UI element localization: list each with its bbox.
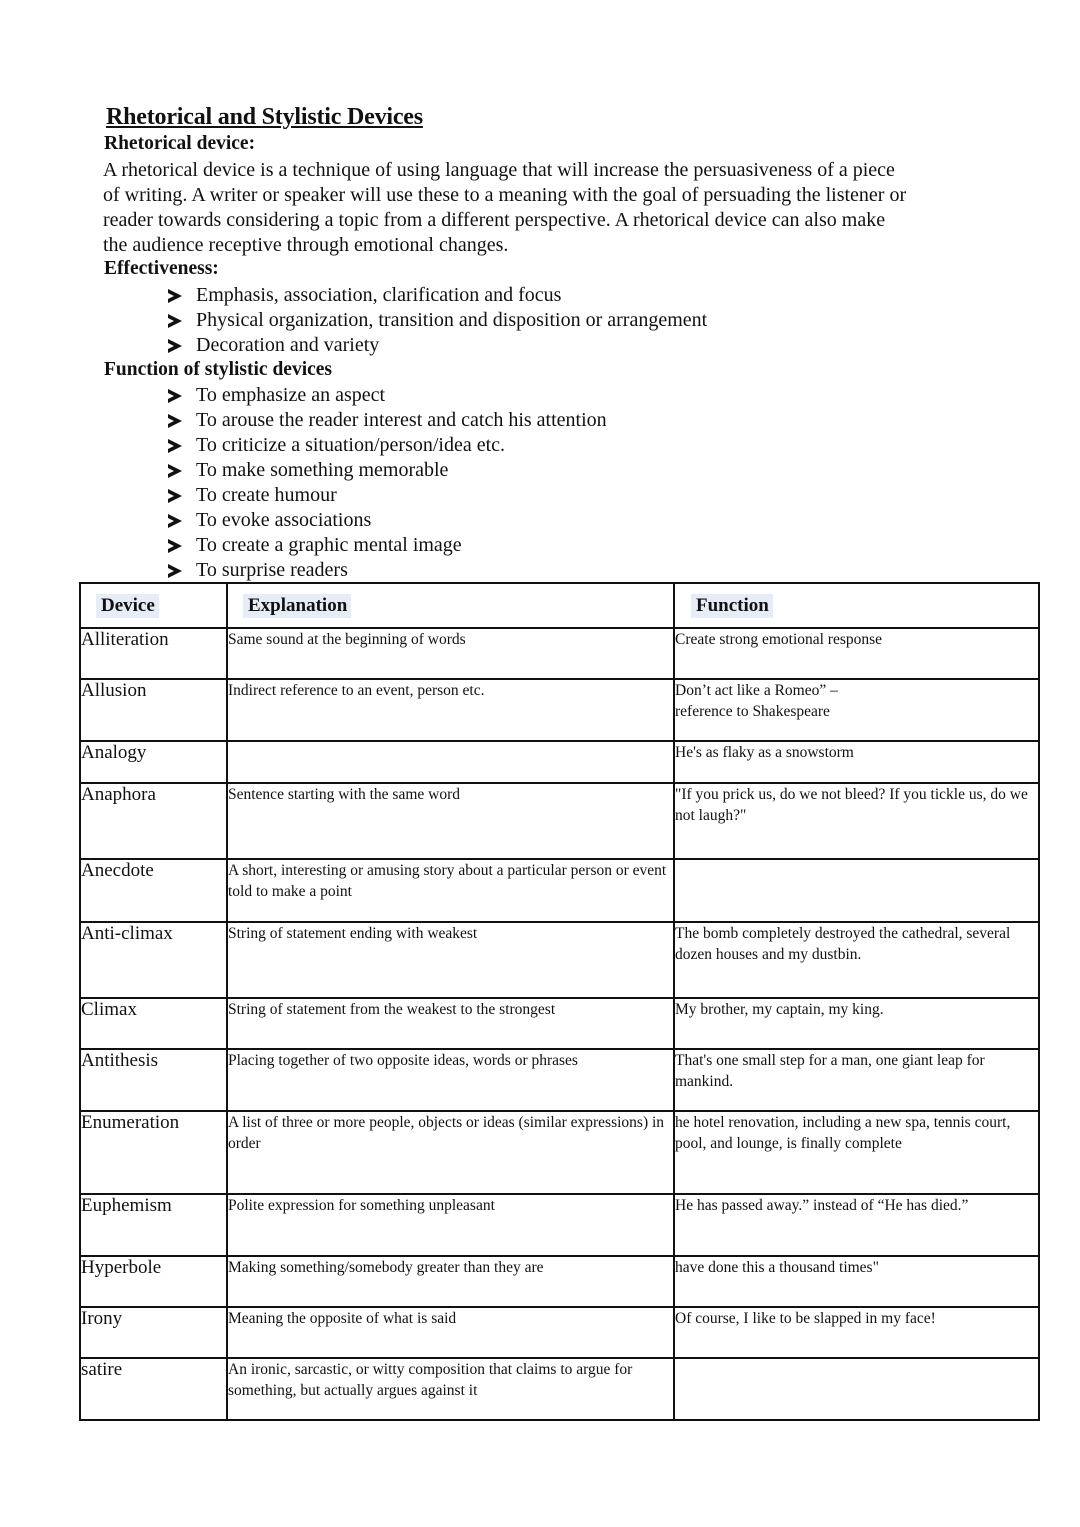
list-item: Decoration and variety bbox=[168, 333, 707, 358]
explanation-cell: Same sound at the beginning of words bbox=[227, 628, 674, 679]
arrow-bullet-icon bbox=[168, 339, 182, 353]
table-row bbox=[80, 1049, 1039, 1111]
function-cell bbox=[674, 1358, 1039, 1420]
function-cell: My brother, my captain, my king. bbox=[674, 998, 1039, 1049]
arrow-bullet-icon bbox=[168, 464, 182, 478]
table-header-row bbox=[80, 583, 1039, 628]
function-cell: He has passed away.” instead of “He has died.” bbox=[674, 1194, 1039, 1256]
function-cell: "If you prick us, do we not bleed? If you tickle us, do we not laugh?" bbox=[674, 783, 1039, 859]
arrow-bullet-icon bbox=[168, 489, 182, 503]
device-cell: Enumeration bbox=[80, 1111, 227, 1194]
arrow-bullet-icon bbox=[168, 414, 182, 428]
table-row bbox=[80, 1111, 1039, 1194]
explanation-cell: Sentence starting with the same word bbox=[227, 783, 674, 859]
function-cell: he hotel renovation, including a new spa, tennis court, pool, and lounge, is finally complete bbox=[674, 1111, 1039, 1194]
arrow-bullet-icon bbox=[168, 289, 182, 303]
explanation-cell: Polite expression for something unpleasant bbox=[227, 1194, 674, 1256]
table-row bbox=[80, 922, 1039, 998]
paragraph-line: of writing. A writer or speaker will use these to a meaning with the goal of persuading the listener or bbox=[103, 184, 907, 206]
device-cell: Analogy bbox=[80, 741, 227, 783]
arrow-bullet-icon bbox=[168, 389, 182, 403]
device-cell: Antithesis bbox=[80, 1049, 227, 1111]
device-cell: Alliteration bbox=[80, 628, 227, 679]
table-row bbox=[80, 1194, 1039, 1256]
table-row bbox=[80, 741, 1039, 783]
explanation-cell bbox=[227, 741, 674, 783]
devices-table bbox=[79, 582, 1040, 1421]
table-row bbox=[80, 628, 1039, 679]
device-cell: Irony bbox=[80, 1307, 227, 1358]
list-item: To create a graphic mental image bbox=[168, 533, 607, 558]
arrow-bullet-icon bbox=[168, 314, 182, 328]
function-cell: He's as flaky as a snowstorm bbox=[674, 741, 1039, 783]
device-cell: Climax bbox=[80, 998, 227, 1049]
list-item: Emphasis, association, clarification and focus bbox=[168, 283, 707, 308]
explanation-cell: String of statement from the weakest to the strongest bbox=[227, 998, 674, 1049]
rhetorical-paragraph bbox=[103, 158, 1003, 258]
table-row bbox=[80, 1256, 1039, 1307]
device-cell: Allusion bbox=[80, 679, 227, 741]
table-row bbox=[80, 679, 1039, 741]
list-item: To evoke associations bbox=[168, 508, 607, 533]
table-row bbox=[80, 998, 1039, 1049]
device-cell: Anti-climax bbox=[80, 922, 227, 998]
explanation-cell: A list of three or more people, objects or ideas (similar expressions) in order bbox=[227, 1111, 674, 1194]
arrow-bullet-icon bbox=[168, 439, 182, 453]
functions-heading: Function of stylistic devices bbox=[104, 359, 333, 380]
device-cell: Anecdote bbox=[80, 859, 227, 922]
arrow-bullet-icon bbox=[168, 514, 182, 528]
table-row bbox=[80, 1307, 1039, 1358]
device-cell: Anaphora bbox=[80, 783, 227, 859]
explanation-cell: Placing together of two opposite ideas, words or phrases bbox=[227, 1049, 674, 1111]
function-cell: Create strong emotional response bbox=[674, 628, 1039, 679]
explanation-cell: A short, interesting or amusing story about a particular person or event told to make a point bbox=[227, 859, 674, 922]
header-device: Device bbox=[80, 583, 227, 628]
table-row bbox=[80, 1358, 1039, 1420]
list-item: To arouse the reader interest and catch his attention bbox=[168, 408, 607, 433]
list-item: To create humour bbox=[168, 483, 607, 508]
table-row bbox=[80, 859, 1039, 922]
list-item: To make something memorable bbox=[168, 458, 607, 483]
explanation-cell: An ironic, sarcastic, or witty composition that claims to argue for something, but actually argues against it bbox=[227, 1358, 674, 1420]
list-item: Physical organization, transition and disposition or arrangement bbox=[168, 308, 707, 333]
function-cell: That's one small step for a man, one giant leap for mankind. bbox=[674, 1049, 1039, 1111]
paragraph-line: the audience receptive through emotional changes. bbox=[103, 234, 509, 256]
paragraph-line: reader towards considering a topic from a different perspective. A rhetorical device can also make bbox=[103, 209, 886, 231]
page-title: Rhetorical and Stylistic Devices bbox=[106, 104, 423, 130]
arrow-bullet-icon bbox=[168, 539, 182, 553]
device-cell: satire bbox=[80, 1358, 227, 1420]
list-item: To emphasize an aspect bbox=[168, 383, 607, 408]
explanation-cell: String of statement ending with weakest bbox=[227, 922, 674, 998]
header-function: Function bbox=[674, 583, 1039, 628]
function-cell: Don’t act like a Romeo” – reference to Shakespeare bbox=[674, 679, 1039, 741]
effectiveness-list bbox=[168, 283, 707, 358]
list-item: To criticize a situation/person/idea etc. bbox=[168, 433, 607, 458]
arrow-bullet-icon bbox=[168, 564, 182, 578]
header-explanation: Explanation bbox=[227, 583, 674, 628]
rhetorical-heading: Rhetorical device: bbox=[104, 133, 256, 154]
effectiveness-heading: Effectiveness: bbox=[104, 258, 219, 279]
function-cell: Of course, I like to be slapped in my face! bbox=[674, 1307, 1039, 1358]
explanation-cell: Making something/somebody greater than they are bbox=[227, 1256, 674, 1307]
device-cell: Euphemism bbox=[80, 1194, 227, 1256]
functions-list bbox=[168, 383, 607, 583]
list-item: To surprise readers bbox=[168, 558, 607, 583]
function-cell: The bomb completely destroyed the cathedral, several dozen houses and my dustbin. bbox=[674, 922, 1039, 998]
function-cell bbox=[674, 859, 1039, 922]
table-row bbox=[80, 783, 1039, 859]
paragraph-line: A rhetorical device is a technique of using language that will increase the persuasiveness of a piece bbox=[103, 159, 895, 181]
explanation-cell: Meaning the opposite of what is said bbox=[227, 1307, 674, 1358]
function-cell: have done this a thousand times" bbox=[674, 1256, 1039, 1307]
device-cell: Hyperbole bbox=[80, 1256, 227, 1307]
explanation-cell: Indirect reference to an event, person etc. bbox=[227, 679, 674, 741]
